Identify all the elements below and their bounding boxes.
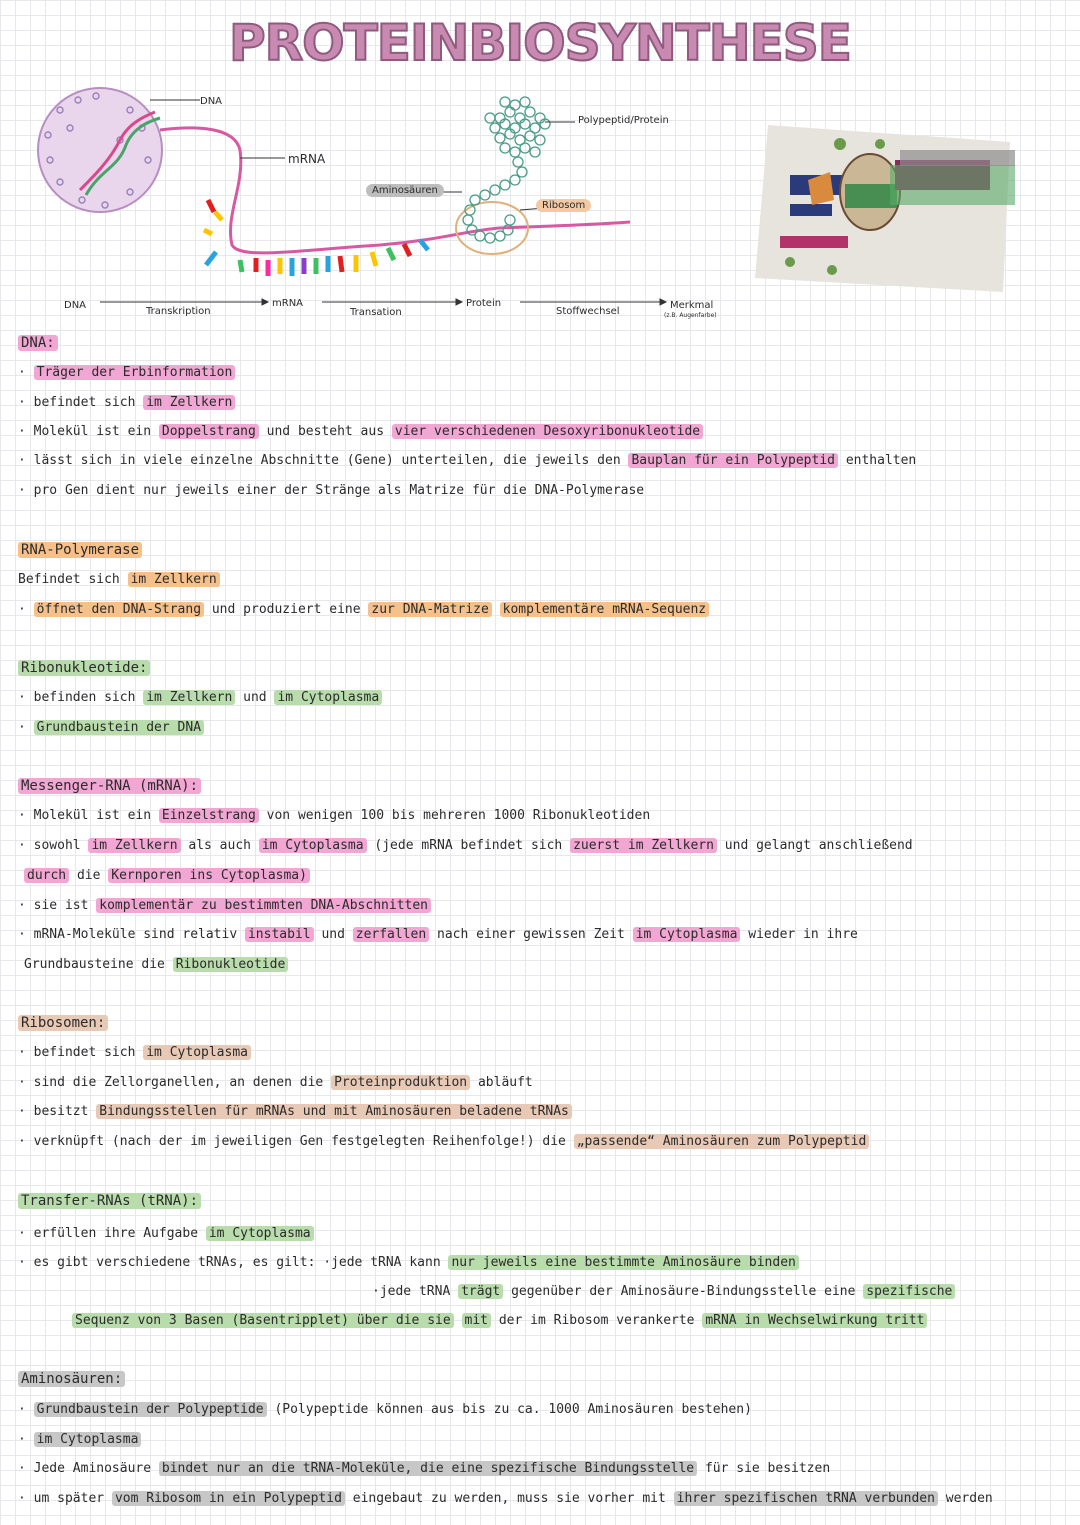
mrna-line-4: · sie ist komplementär zu bestimmten DNA-Abschnitten — [18, 897, 431, 915]
mrna-line-5: · mRNA-Moleküle sind relativ instabil und zerfallen nach einer gewissen Zeit im Cytoplasma wieder in ihre — [18, 927, 858, 942]
dna-line-4: · lässt sich in viele einzelne Abschnitte (Gene) unterteilen, die jeweils den Bauplan für ein Polypeptid enthalten — [18, 453, 917, 468]
polypeptide-chain — [463, 97, 550, 243]
flow-stoffwechsel: Stoffwechsel — [556, 306, 620, 317]
mrna-line-2: · sowohl im Zellkern als auch im Cytoplasma (jede mRNA befindet sich zuerst im Zellkern und gelangt anschließend — [18, 838, 913, 853]
label-aminosaeuren: Aminosäuren — [366, 185, 444, 196]
dna-line-3: · Molekül ist ein Doppelstrang und besteht aus vier verschiedenen Desoxyribonukleotide — [18, 423, 703, 441]
flow-protein: Protein — [466, 298, 502, 309]
ribosomen-line-1: · befindet sich im Cytoplasma — [18, 1044, 251, 1062]
label-mrna: mRNA — [288, 152, 326, 166]
model-photo — [755, 125, 1015, 292]
ribosomen-line-3: · besitzt Bindungsstellen für mRNAs und mit Aminosäuren beladene tRNAs — [18, 1103, 572, 1121]
flow-merkmal-sub: (z.B. Augenfarbe) — [664, 312, 717, 319]
trna-line-3: ·jede tRNA trägt gegenüber der Aminosäure-Bindungsstelle eine spezifische — [372, 1283, 955, 1301]
rnapol-line-1: Befindet sich im Zellkern — [18, 571, 220, 589]
dna-line-2: · befindet sich im Zellkern — [18, 394, 235, 412]
label-ribosom: Ribosom — [536, 200, 591, 211]
trna-line-1: · erfüllen ihre Aufgabe im Cytoplasma — [18, 1225, 314, 1243]
trna-bars — [204, 200, 428, 276]
aminosaeuren-line-2: · im Cytoplasma — [18, 1431, 141, 1449]
trna-line-4: Sequenz von 3 Basen (Basentripplet) über die sie mit der im Ribosom verankerte mRNA in Wechselwirkung tritt — [72, 1312, 927, 1330]
flow-merkmal: Merkmal — [670, 300, 714, 311]
trna-heading: Transfer-RNAs (tRNA): — [18, 1192, 201, 1210]
mrna-line-3: durch die Kernporen ins Cytoplasma) — [24, 867, 310, 885]
label-dna: DNA — [200, 96, 223, 107]
cell-nucleus — [38, 88, 162, 212]
mrna-line-6: Grundbausteine die Ribonukleotide — [24, 956, 288, 974]
ribosomen-line-4: · verknüpft (nach der im jeweiligen Gen festgelegten Reihenfolge!) die „passende“ Aminosäuren zum Polypeptid — [18, 1133, 869, 1151]
dna-line-5: · pro Gen dient nur jeweils einer der Stränge als Matrize für die DNA-Polymerase — [18, 483, 645, 498]
aminosaeuren-line-4: · um später vom Ribosom in ein Polypeptid eingebaut zu werden, muss sie vorher mit ihrer spezifischen tRNA verbunden werden — [18, 1491, 993, 1506]
flow-translation: Transation — [350, 307, 402, 318]
page-title: PROTEINBIOSYNTHESE — [229, 14, 851, 72]
dna-heading: DNA: — [18, 334, 58, 352]
aminosaeuren-heading: Aminosäuren: — [18, 1370, 125, 1388]
ribosomen-heading: Ribosomen: — [18, 1014, 108, 1032]
ribonukleotide-line-2: · Grundbaustein der DNA — [18, 719, 204, 737]
mrna-heading: Messenger-RNA (mRNA): — [18, 777, 201, 795]
ribonukleotide-line-1: · befinden sich im Zellkern und im Cytoplasma — [18, 689, 382, 707]
flow-mrna: mRNA — [272, 298, 304, 309]
ribonukleotide-heading: Ribonukleotide: — [18, 659, 150, 677]
flow-transkription: Transkription — [146, 306, 211, 317]
protein-synthesis-diagram — [0, 0, 1080, 330]
rnapol-line-2: · öffnet den DNA-Strang und produziert eine zur DNA-Matrize komplementäre mRNA-Sequenz — [18, 601, 709, 619]
rnapol-heading: RNA-Polymerase — [18, 541, 142, 559]
ribosomen-line-2: · sind die Zellorganellen, an denen die Proteinproduktion abläuft — [18, 1075, 533, 1090]
mrna-line-1: · Molekül ist ein Einzelstrang von wenigen 100 bis mehreren 1000 Ribonukleotiden — [18, 808, 651, 823]
flow-arrows — [100, 299, 666, 305]
label-polypeptid: Polypeptid/Protein — [578, 115, 669, 126]
flow-dna: DNA — [64, 300, 87, 311]
aminosaeuren-line-3: · Jede Aminosäure bindet nur an die tRNA-Moleküle, die eine spezifische Bindungsstelle für sie besitzen — [18, 1461, 831, 1476]
dna-line-1: · Träger der Erbinformation — [18, 364, 235, 382]
trna-line-2: · es gibt verschiedene tRNAs, es gilt: ·jede tRNA kann nur jeweils eine bestimmte Aminosäure binden — [18, 1254, 799, 1272]
aminosaeuren-line-1: · Grundbaustein der Polypeptide (Polypeptide können aus bis zu ca. 1000 Aminosäuren bestehen) — [18, 1402, 752, 1417]
